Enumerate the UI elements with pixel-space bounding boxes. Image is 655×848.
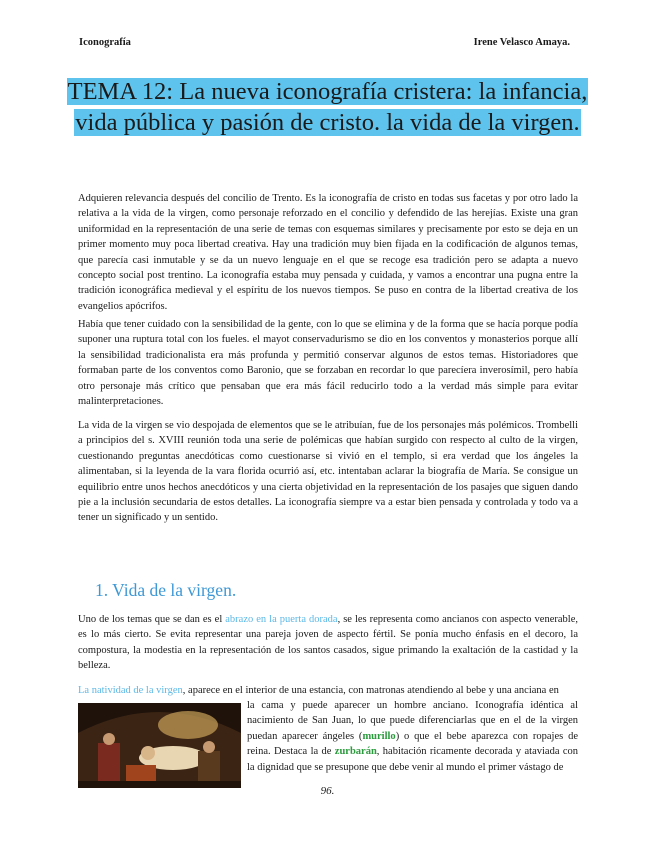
- murillo-link[interactable]: murillo: [362, 730, 396, 742]
- paragraph-virgin-life: La vida de la virgen se vio despojada de elementos que se le atribuían, fue de los personajes más polémicos. Trombelli a principios del s. XVIII reunión toda una serie de polémicas que habían surgido con respecto al culto de la virgen, cuestionando preguntas anecdóticas como cuestionarse si vivió en el templo, si era verdad que los ángeles la alimentaban, si la leyenda de la vara florida ocurrió así, etc. intentaban aclarar la biografía de María. Se consigue un equilibrio entre unos hechos anecdóticos y una cierta objetividad en la representación de los pasajes que siguen dando pie a la inclusión secundaria de estos detalles. La iconografía siempre va a estar bien pensada y controlada y todo va a tener un significado y un sentido.: [78, 420, 578, 524]
- paragraph-golden-gate: [78, 612, 578, 674]
- section-heading: 1. Vida de la virgen.: [95, 580, 237, 600]
- page-title: [60, 76, 595, 138]
- text-fragment: , habitación ricamente decorada y ataviada con la dignidad que se presupone que debe venir al mundo el primer vástago de: [247, 746, 579, 773]
- paragraph-nativity-rest: [247, 698, 578, 775]
- paragraph-sensibility: Había que tener cuidado con la sensibilidad de la gente, con lo que se elimina y de la forma que se hacía porque podía suponer una ruptura total con los fueles. el mayot conservadurismo se dio en los conventos y monasterios porque allí la sensibilidad tradicionalista era más profunda y permitió conservar algunos de estos temas. Historiadores que formaban parte de los conventos como Baronio, que se forzaban en recordar lo que parecíera inverosímil, pero había otro personaje más crítico que pensaban que era más fácil reducirlo todo a la verdad más simple para evitar malinterpretaciones.: [78, 319, 578, 408]
- nativity-link[interactable]: La natividad de la virgen: [78, 685, 183, 696]
- text-fragment: , aparece en el interior de una estancia, con matronas atendiendo al bebe y una anciana en: [182, 685, 559, 696]
- text-fragment: , se les representa como ancianos con aspecto venerable, es lo más cierto. Se evita representar una pareja joven de aspecto fértil. Se ponía mucho énfasis en el decoro, la compostura, la modestia en la representación de los santos casados, sigue primando la exaltación de la castidad y la belleza.: [78, 614, 578, 672]
- page-number: 96.: [320, 785, 335, 797]
- title-text: TEMA 12: La nueva iconografía cristera: la infancia, vida pública y pasión de cristo. la vida de la virgen.: [67, 78, 588, 136]
- text-fragment: la cama y puede aparecer un hombre anciano. Iconografía idéntica al nacimiento de San Juan, lo que puede diferenciarlas que en el de la virgen puedan aparecer ángeles (: [247, 700, 578, 742]
- nativity-painting-image: [78, 703, 241, 788]
- zurbaran-link[interactable]: zurbarán: [334, 746, 377, 758]
- page-header: [79, 37, 570, 51]
- header-subject: Iconografía: [79, 37, 131, 48]
- text-fragment: ) o que el bebe aparezca con ropajes de reina. Destaca la de: [247, 730, 578, 758]
- golden-gate-link[interactable]: abrazo en la puerta dorada: [225, 614, 338, 625]
- painting-illustration: [78, 703, 241, 788]
- header-author: Irene Velasco Amaya.: [473, 37, 570, 48]
- paragraph-intro: Adquieren relevancia después del concilio de Trento. Es la iconografía de cristo en todas sus facetas y por otro lado la relativa a la vida de la virgen, como personaje reforzado en el concilio y defendido de las herejías. Existe una gran uniformidad en la representación de una serie de temas con esquemas similares y precisamente por esto se deja en un primer momento muy poca libertad creativa. Hay una tradición muy bien fijada en la codificación de algunos temas, que parecía casi inmutable y se da un nuevo lenguaje en el que se recoge esa tradición pero se adapta a nuevo concepto social post trentino. La iconografía estaba muy pensada y cuidada, y vamos a encontrar una pugna entre la tradición iconográfica medieval y el espíritu de los nuevos tiempos. Se puso en contra de la libertad creativa de los evangelios apócrifos.: [78, 193, 578, 312]
- text-fragment: Uno de los temas que se dan es el: [78, 614, 226, 625]
- paragraph-nativity-first-line: [78, 683, 578, 698]
